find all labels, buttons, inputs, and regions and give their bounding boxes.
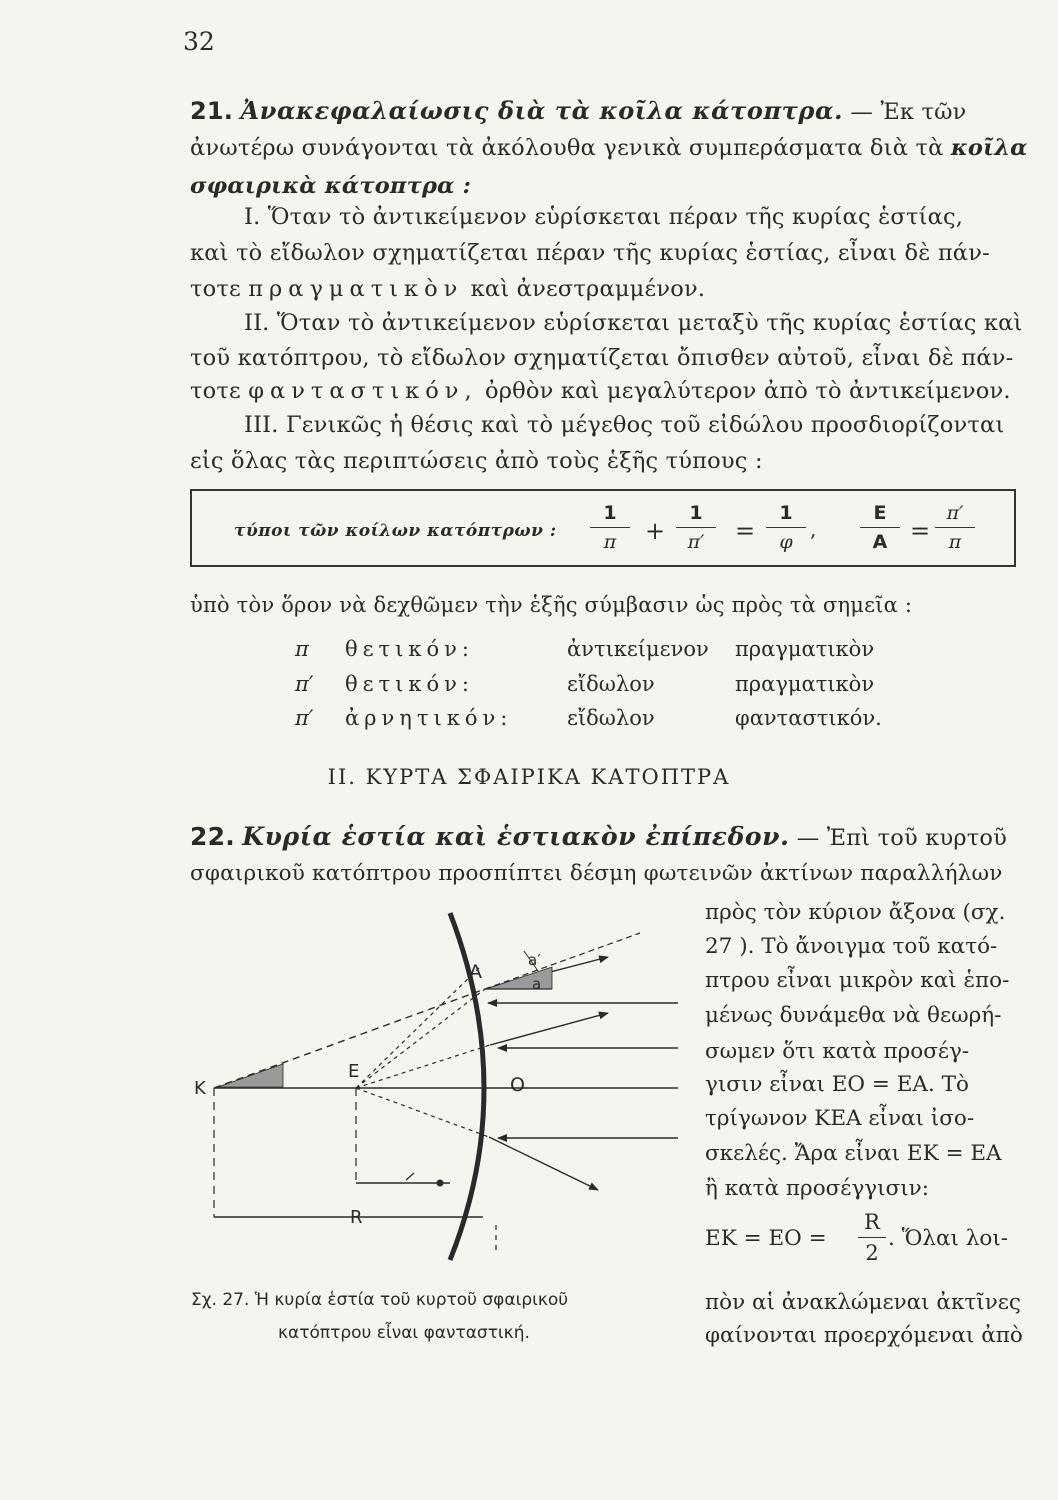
spaced-emphasis: φανταστικόν, <box>248 378 478 404</box>
object-type: ἀντικείμενον <box>567 637 709 661</box>
text-line: 27 ). Τὸ ἄνοιγμα τοῦ κατό- <box>705 934 998 959</box>
rule-1-line-1: I. Ὅταν τὸ ἀντικείμενον εὑρίσκεται πέραν τῆς κυρίας ἑστίας, <box>244 204 964 230</box>
section-21-heading <box>190 96 967 125</box>
rule-2-line-1: II. Ὅταν τὸ ἀντικείμενον εὑρίσκεται μεταξὺ τῆς κυρίας ἑστίας καὶ <box>244 310 1023 336</box>
section-intro: — Ἐκ τῶν <box>850 99 967 125</box>
section-intro: — Ἐπὶ τοῦ κυρτοῦ <box>796 825 1008 851</box>
rule-3-line-1: III. Γενικῶς ἡ θέσις καὶ τὸ μέγεθος τοῦ εἰδώλου προσδιορίζονται <box>244 412 1005 438</box>
symbol: π′ <box>295 672 314 696</box>
rule-1-line-3 <box>190 276 705 302</box>
angle-shading-A <box>486 967 552 989</box>
denominator: 2 <box>865 1241 879 1265</box>
text-span: ἀνωτέρω συνάγονται τὰ ἀκόλουθα γενικὰ συμπεράσματα διὰ τὰ <box>190 135 944 161</box>
section-22-heading <box>190 822 1007 851</box>
numerator: 1 <box>779 502 793 524</box>
symbol: π′ <box>295 706 314 730</box>
spaced-emphasis: πραγματικὸν <box>248 276 464 302</box>
text-line: πτρου εἶναι μικρὸν καὶ ἑπο- <box>705 968 1010 993</box>
virtual-ray <box>356 967 480 1088</box>
convention-row <box>0 706 1058 736</box>
denominator: π <box>948 531 962 553</box>
fraction-bar <box>935 527 975 528</box>
text-line: πὸν αἱ ἀνακλώμεναι ἀκτῖνες <box>705 1290 1021 1315</box>
text-line: ἢ κατὰ προσέγγισιν: <box>705 1176 929 1201</box>
text-line: πρὸς τὸν κύριον ἄξονα (σχ. <box>705 900 1006 925</box>
denominator: φ <box>779 531 793 553</box>
fraction-bar <box>590 527 630 528</box>
virtual-ray <box>356 989 485 1088</box>
text-line: σωμεν ὅτι κατὰ προσέγ- <box>705 1039 970 1064</box>
section-number: 22. <box>190 822 235 851</box>
label-K: K <box>194 1078 206 1099</box>
section-title: Κυρία ἑστία καὶ ἑστιακὸν ἐπίπεδον. <box>242 822 790 851</box>
object-type: εἴδωλον <box>567 672 655 696</box>
formula-label: τύποι τῶν κοίλων κατόπτρων : <box>234 521 557 541</box>
fraction-bar <box>860 527 900 528</box>
convention-row <box>0 637 1058 667</box>
focus-point <box>437 1180 444 1187</box>
angle-shading-K <box>218 1064 283 1087</box>
fraction-bar <box>676 527 716 528</box>
fraction-bar <box>766 527 806 528</box>
fraction-1-over-pi-prime <box>676 502 716 553</box>
convention-row <box>0 672 1058 702</box>
nature: φανταστικόν. <box>735 706 882 730</box>
label-A: A <box>469 961 482 983</box>
text-line: σφαιρικὰ κάτοπτρα : <box>190 173 472 199</box>
figure-caption-line-1: Σχ. 27. Ἡ κυρία ἑστία τοῦ κυρτοῦ σφαιρικοῦ <box>191 1290 569 1310</box>
denominator: π′ <box>687 531 705 553</box>
numerator: 1 <box>689 502 703 524</box>
rule-2-line-3 <box>190 378 1011 404</box>
numerator: π′ <box>946 502 964 524</box>
chapter-heading: II. ΚΥΡΤΑ ΣΦΑΙΡΙΚΑ ΚΑΤΟΠΤΡΑ <box>327 765 731 789</box>
virtual-ray <box>356 1088 489 1137</box>
text-line: φαίνονται προερχόμεναι ἀπὸ <box>705 1323 1023 1348</box>
text-line <box>190 135 1028 161</box>
text-line: σφαιρικοῦ κατόπτρου προσπίπτει δέσμη φωτεινῶν ἀκτίνων παραλλήλων <box>190 861 1003 886</box>
sign: θετικόν: <box>345 672 474 696</box>
nature: πραγματικὸν <box>735 672 875 696</box>
equals-sign: = <box>910 517 931 545</box>
reflected-ray <box>489 1137 598 1190</box>
numerator: 1 <box>603 502 617 524</box>
fraction-R-over-2 <box>858 1210 886 1265</box>
tick-mark <box>406 1173 414 1180</box>
text-line: τρίγωνον KEA εἶναι ἰσο- <box>705 1106 975 1131</box>
fraction-E-over-A <box>860 502 900 553</box>
label-E: E <box>348 1061 360 1082</box>
text-line: μένως δυνάμεθα νὰ θεωρή- <box>705 1003 1002 1028</box>
sign: ἀρνητικόν: <box>345 706 513 730</box>
numerator: E <box>873 502 887 524</box>
text-line: σκελές. Ἄρα εἶναι EK = EA <box>705 1141 1002 1166</box>
label-alpha: a <box>532 975 542 993</box>
text-span: καὶ ἀνεστραμμένον. <box>470 276 706 302</box>
section-number: 21. <box>190 97 234 125</box>
equals-sign: = <box>735 517 756 545</box>
reflected-ray <box>490 1013 608 1045</box>
symbol: π <box>295 637 309 661</box>
rule-2-line-2: τοῦ κατόπτρου, τὸ εἴδωλον σχηματίζεται ὄπισθεν αὐτοῦ, εἶναι δὲ πάν- <box>190 345 1014 371</box>
denominator: π <box>603 531 617 553</box>
numerator: R <box>864 1210 880 1234</box>
rule-3-line-2: εἰς ὅλας τὰς περιπτώσεις ἀπὸ τοὺς ἑξῆς τύπους : <box>190 448 763 474</box>
rule-1-line-2: καὶ τὸ εἴδωλον σχηματίζεται πέραν τῆς κυρίας ἑστίας, εἶναι δὲ πάν- <box>190 240 990 266</box>
text-span: τοτε <box>190 276 241 302</box>
fraction-bar <box>858 1237 886 1238</box>
fraction-pi-prime-over-pi <box>935 502 975 553</box>
normal-extension <box>485 933 640 989</box>
fraction-1-over-phi <box>766 502 806 553</box>
text-line: γισιν εἶναι EO = EA. Τὸ <box>705 1072 969 1097</box>
figure-27-convex-mirror <box>188 905 698 1275</box>
text-span: τοτε <box>190 378 241 404</box>
text-span: . Ὅλαι λοι- <box>888 1226 1009 1251</box>
fraction-1-over-pi <box>590 502 630 553</box>
label-R: R <box>350 1207 363 1228</box>
section-title: Ἀνακεφαλαίωσις διὰ τὰ κοῖλα κάτοπτρα. <box>240 96 844 125</box>
emphasis-text: κοῖλα <box>950 135 1028 161</box>
denominator: A <box>872 531 888 553</box>
distance-formula-lhs: EK = EO = <box>705 1226 827 1251</box>
object-type: εἴδωλον <box>567 706 655 730</box>
figure-caption-line-2: κατόπτρου εἶναι φανταστική. <box>278 1323 530 1343</box>
virtual-ray <box>356 1045 490 1088</box>
comma: , <box>810 517 817 541</box>
text-span: ὀρθὸν καὶ μεγαλύτερον ἀπὸ τὸ ἀντικείμενον. <box>484 378 1011 404</box>
plus-sign: + <box>645 517 666 545</box>
label-alpha-prime: a′ <box>528 951 541 969</box>
page-number: 32 <box>183 27 215 56</box>
nature: πραγματικὸν <box>735 637 875 661</box>
label-O: O <box>510 1074 525 1096</box>
sign: θετικόν: <box>345 637 474 661</box>
convention-intro: ὑπὸ τὸν ὅρον νὰ δεχθῶμεν τὴν ἑξῆς σύμβασιν ὡς πρὸς τὰ σημεῖα : <box>190 593 913 617</box>
